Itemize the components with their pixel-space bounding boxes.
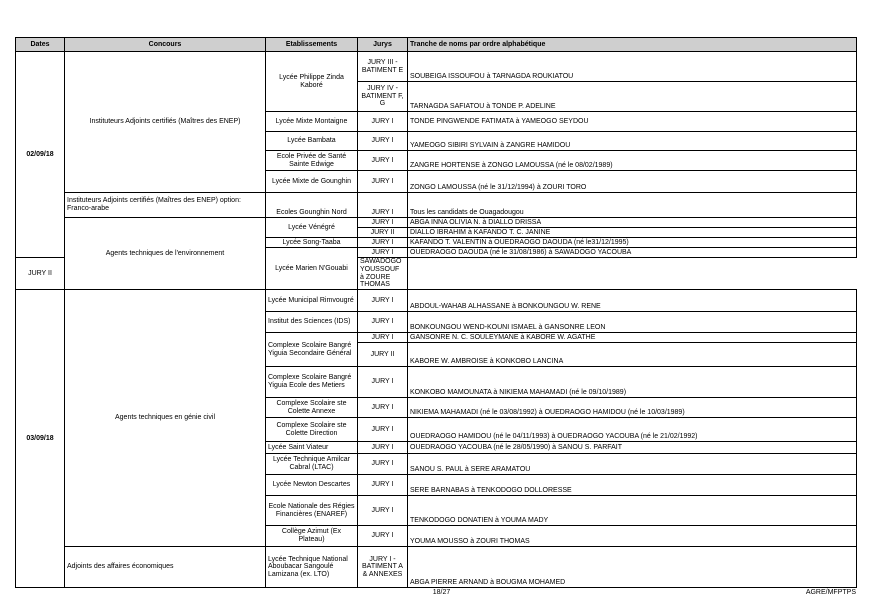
etablissement-cell: Lycée Newton Descartes xyxy=(266,475,358,496)
etablissement-cell: Complexe Scolaire ste Colette Direction xyxy=(266,418,358,442)
concours-cell: Agents techniques de l'environnement xyxy=(65,218,266,290)
etablissement-cell: Lycée Philippe Zinda Kaboré xyxy=(266,52,358,112)
tranche-cell: SAWADOGO YOUSSOUF à ZOURE THOMAS xyxy=(358,258,408,290)
tranche-cell: KONKOBO MAMOUNATA à NIKIEMA MAHAMADI (né le 09/10/1989) xyxy=(408,367,857,398)
tranche-cell: KAFANDO T. VALENTIN à OUEDRAOGO DAOUDA (né le31/12/1995) xyxy=(408,238,857,248)
tranche-cell: ABGA PIERRE ARNAND à BOUGMA MOHAMED xyxy=(408,547,857,588)
jury-cell: JURY I xyxy=(358,193,408,218)
table-row xyxy=(16,52,857,82)
etablissement-cell: Lycée Technique National Aboubacar Sangoulé Lamizana (ex. LTO) xyxy=(266,547,358,588)
concours-cell: Instituteurs Adjoints certifiés (Maîtres des ENEP) option: Franco-arabe xyxy=(65,193,266,218)
header-concours: Concours xyxy=(65,38,266,52)
table-row xyxy=(16,193,857,218)
jury-cell: JURY I xyxy=(358,312,408,333)
schedule-table xyxy=(15,37,857,588)
tranche-cell: TENKODOGO DONATIEN à YOUMA MADY xyxy=(408,496,857,526)
concours-cell: Agents techniques en génie civil xyxy=(65,290,266,547)
jury-cell: JURY I xyxy=(358,475,408,496)
tranche-cell: Tous les candidats de Ouagadougou xyxy=(408,193,857,218)
table-row xyxy=(16,218,857,228)
jury-cell: JURY I xyxy=(358,132,408,151)
etablissement-cell: Complexe Scolaire Bangré Yiguia Secondaire Général xyxy=(266,333,358,367)
etablissement-cell: Lycée Saint Viateur xyxy=(266,442,358,454)
header-dates: Dates xyxy=(16,38,65,52)
page-number: 18/27 xyxy=(432,589,451,596)
table-row xyxy=(16,547,857,588)
header-tranche: Tranche de noms par ordre alphabétique xyxy=(408,38,857,52)
jury-cell: JURY I xyxy=(358,454,408,475)
etablissement-cell: Lycée Marien N'Gouabi xyxy=(266,248,358,290)
tranche-cell: BONKOUNGOU WEND-KOUNI ISMAEL à GANSONRE LEON xyxy=(408,312,857,333)
etablissement-cell: Collège Azimut (Ex Plateau) xyxy=(266,526,358,547)
etablissement-cell: Ecole Privée de Santé Sainte Edwige xyxy=(266,151,358,171)
table-row xyxy=(16,290,857,312)
date-cell: 03/09/18 xyxy=(16,290,65,588)
tranche-cell: SANOU S. PAUL à SERE ARAMATOU xyxy=(408,454,857,475)
concours-cell: Instituteurs Adjoints certifiés (Maîtres des ENEP) xyxy=(65,52,266,193)
tranche-cell: TARNAGDA SAFIATOU à TONDE P. ADELINE xyxy=(408,82,857,112)
jury-cell: JURY III - BATIMENT E xyxy=(358,52,408,82)
etablissement-cell: Complexe Scolaire Bangré Yiguia Ecole des Metiers xyxy=(266,367,358,398)
jury-cell: JURY I xyxy=(358,526,408,547)
tranche-cell: OUEDRAOGO HAMIDOU (né le 04/11/1993) à OUEDRAOGO YACOUBA (né le 21/02/1992) xyxy=(408,418,857,442)
jury-cell: JURY I xyxy=(358,218,408,228)
jury-cell: JURY I xyxy=(358,398,408,418)
header-etablissements: Etablissements xyxy=(266,38,358,52)
etablissement-cell: Ecoles Gounghin Nord xyxy=(266,193,358,218)
jury-cell: JURY I xyxy=(358,367,408,398)
etablissement-cell: Lycée Technique Amilcar Cabral (LTAC) xyxy=(266,454,358,475)
tranche-cell: GANSONRE N. C. SOULEYMANE à KABORE W. AGATHE xyxy=(408,333,857,343)
jury-cell: JURY I xyxy=(358,238,408,248)
concours-cell: Adjoints des affaires économiques xyxy=(65,547,266,588)
etablissement-cell: Lycée Municipal Rimvougré xyxy=(266,290,358,312)
tranche-cell: TONDE PINGWENDE FATIMATA à YAMEOGO SEYDOU xyxy=(408,112,857,132)
tranche-cell: ABDOUL-WAHAB ALHASSANE à BONKOUNGOU W. RENE xyxy=(408,290,857,312)
tranche-cell: OUEDRAOGO YACOUBA (né le 28/05/1990) à SANOU S. PARFAIT xyxy=(408,442,857,454)
tranche-cell: YOUMA MOUSSO à ZOURI THOMAS xyxy=(408,526,857,547)
tranche-cell: SOUBEIGA ISSOUFOU à TARNAGDA ROUKIATOU xyxy=(408,52,857,82)
jury-cell: JURY I xyxy=(358,496,408,526)
tranche-cell: ABGA INNA OLIVIA N. à DIALLO DRISSA xyxy=(408,218,857,228)
tranche-cell: NIKIEMA MAHAMADI (né le 03/08/1992) à OUEDRAOGO HAMIDOU (né le 10/03/1989) xyxy=(408,398,857,418)
jury-cell: JURY I xyxy=(358,418,408,442)
header-row xyxy=(16,38,857,52)
etablissement-cell: Complexe Scolaire ste Colette Annexe xyxy=(266,398,358,418)
tranche-cell: ZANGRE HORTENSE à ZONGO LAMOUSSA (né le 08/02/1989) xyxy=(408,151,857,171)
jury-cell: JURY I xyxy=(358,442,408,454)
jury-cell: JURY I xyxy=(358,290,408,312)
date-cell: 02/09/18 xyxy=(16,52,65,258)
footer-organization: AGRE/MFPTPS xyxy=(805,589,856,596)
jury-cell: JURY I xyxy=(358,112,408,132)
tranche-cell: SERE BARNABAS à TENKODOGO DOLLORESSE xyxy=(408,475,857,496)
etablissement-cell: Institut des Sciences (IDS) xyxy=(266,312,358,333)
tranche-cell: DIALLO IBRAHIM à KAFANDO T. C. JANINE xyxy=(408,228,857,238)
jury-cell: JURY IV - BATIMENT F, G xyxy=(358,82,408,112)
jury-cell: JURY I xyxy=(358,248,408,258)
etablissement-cell: Lycée Vénégré xyxy=(266,218,358,238)
jury-cell: JURY I xyxy=(358,151,408,171)
etablissement-cell: Lycée Bambata xyxy=(266,132,358,151)
tranche-cell: KABORE W. AMBROISE à KONKOBO LANCINA xyxy=(408,343,857,367)
tranche-cell: YAMEOGO SIBIRI SYLVAIN à ZANGRE HAMIDOU xyxy=(408,132,857,151)
jury-cell: JURY II xyxy=(358,343,408,367)
tranche-cell: OUEDRAOGO DAOUDA (né le 31/08/1986) à SAWADOGO YACOUBA xyxy=(408,248,857,258)
jury-cell: JURY I - BATIMENT A & ANNEXES xyxy=(358,547,408,588)
jury-cell: JURY II xyxy=(16,258,65,290)
jury-cell: JURY II xyxy=(358,228,408,238)
tranche-cell: ZONGO LAMOUSSA (né le 31/12/1994) à ZOURI TORO xyxy=(408,171,857,193)
etablissement-cell: Lycée Mixte de Gounghin xyxy=(266,171,358,193)
header-jurys: Jurys xyxy=(358,38,408,52)
jury-cell: JURY I xyxy=(358,171,408,193)
etablissement-cell: Ecole Nationale des Régies Financières (ENAREF) xyxy=(266,496,358,526)
etablissement-cell: Lycée Song-Taaba xyxy=(266,238,358,248)
jury-cell: JURY I xyxy=(358,333,408,343)
etablissement-cell: Lycée Mixte Montaigne xyxy=(266,112,358,132)
